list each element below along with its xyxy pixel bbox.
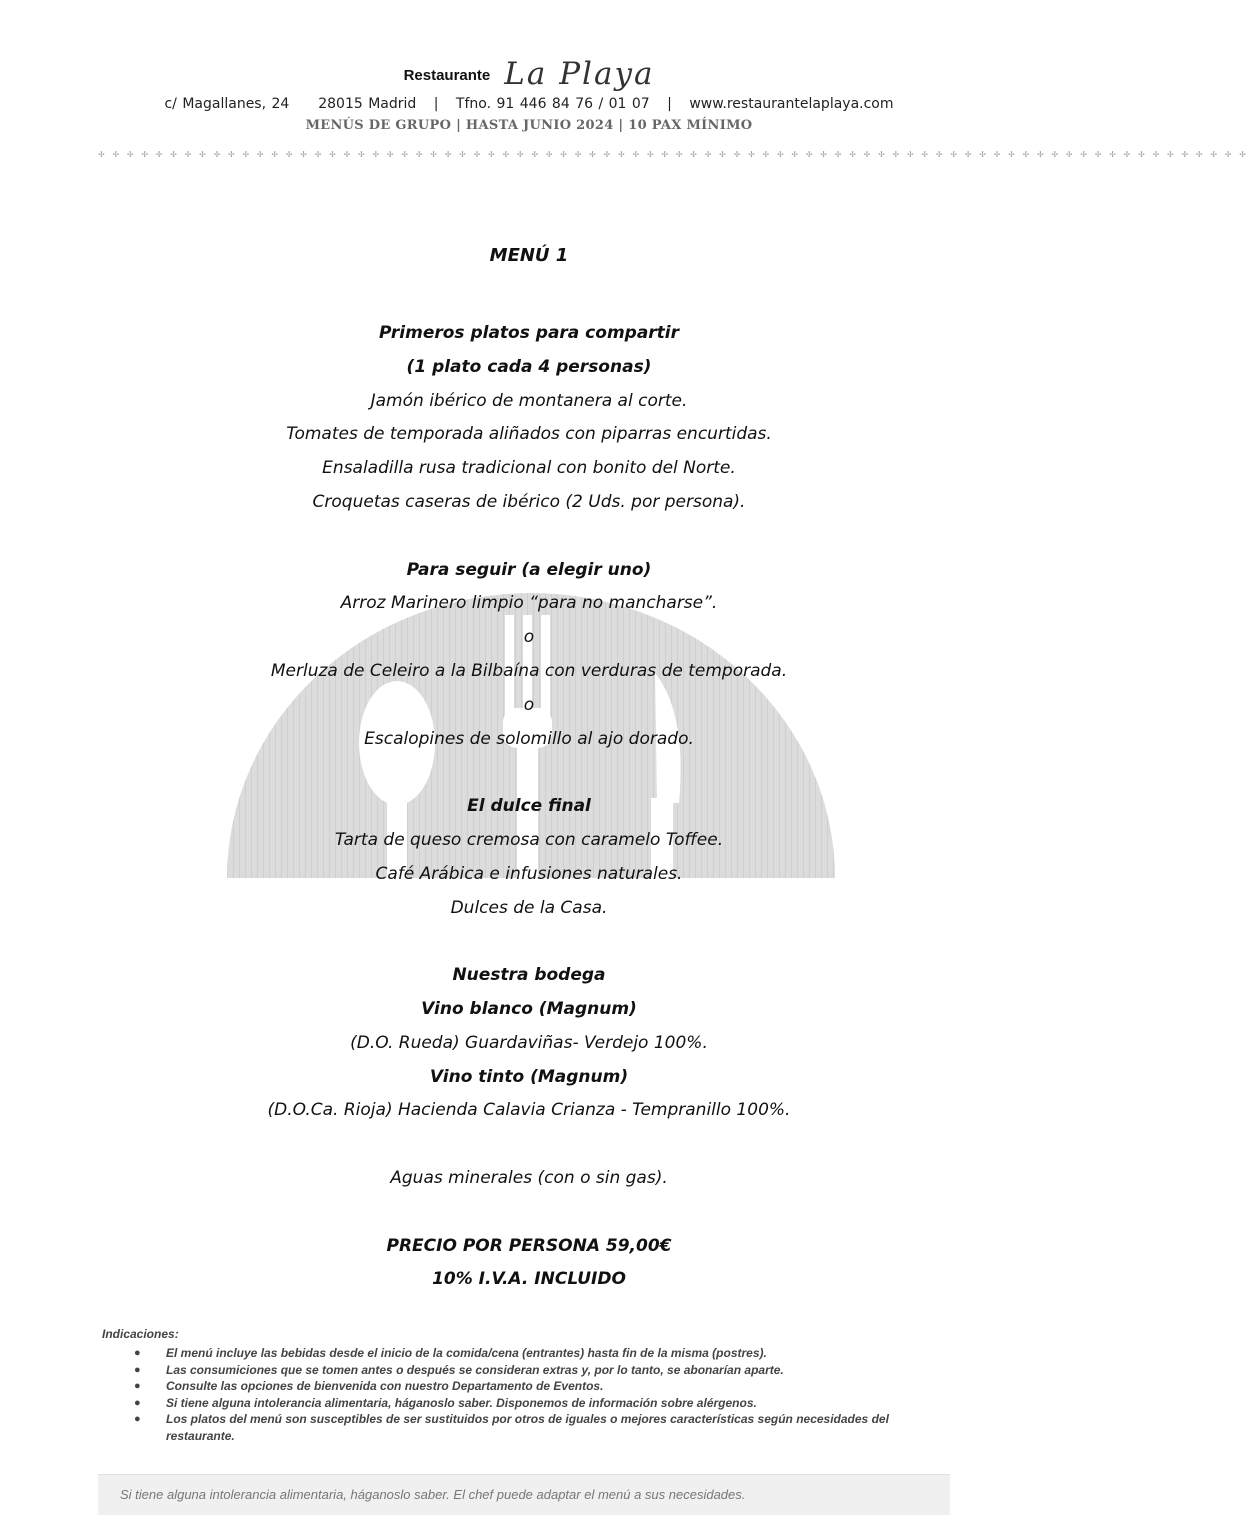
brand-name: La Playa — [504, 56, 655, 92]
list-item — [102, 1345, 960, 1362]
ornamental-divider: ✢ ✢ ✢ ✢ ✢ ✢ ✢ ✢ ✢ ✢ ✢ ✢ ✢ ✢ ✢ ✢ ✢ ✢ ✢ ✢ ✢ ✢ ✢ ✢ ✢ ✢ ✢ ✢ ✢ ✢ ✢ ✢ ✢ ✢ ✢ ✢ ✢ ✢ ✢ ✢ ✢ ✢ ✢ ✢ ✢ ✢ ✢ ✢ ✢ ✢ ✢ ✢ ✢ ✢ ✢ ✢ ✢ ✢ ✢ ✢ ✢ ✢ ✢ ✢ ✢ ✢ ✢ ✢ ✢ ✢ ✢ ✢ ✢ ✢ ✢ ✢ ✢ ✢ ✢ ✢ — [98, 150, 1249, 159]
vat-note: 10% I.V.A. INCLUIDO — [432, 1269, 626, 1290]
dish-item: Jamón ibérico de montanera al corte. — [370, 390, 688, 411]
note-text: El menú incluye las bebidas desde el inicio de la comida/cena (entrantes) hasta fin de la misma (postres). — [166, 1346, 767, 1360]
dish-item: Ensaladilla rusa tradicional con bonito del Norte. — [322, 458, 736, 479]
menu-title: MENÚ 1 — [489, 245, 569, 266]
wine-item: (D.O. Rueda) Guardaviñas- Verdejo 100%. — [350, 1032, 708, 1053]
wine-heading: Vino blanco (Magnum) — [421, 998, 637, 1019]
list-item — [102, 1411, 960, 1444]
bullet-icon: ● — [134, 1396, 141, 1409]
note-text: Consulte las opciones de bienvenida con nuestro Departamento de Eventos. — [166, 1379, 604, 1393]
contact-line — [0, 96, 1058, 112]
brand-line — [0, 52, 1058, 90]
wine-item: (D.O.Ca. Rioja) Hacienda Calavia Crianza - Tempranillo 100%. — [267, 1100, 791, 1121]
dish-item: Croquetas caseras de ibérico (2 Uds. por persona). — [312, 491, 746, 512]
or-separator: o — [523, 694, 535, 715]
bullet-icon: ● — [134, 1363, 141, 1376]
bullet-icon: ● — [134, 1347, 141, 1359]
dish-item: Tomates de temporada aliñados con piparras encurtidas. — [286, 424, 772, 445]
section-heading: Para seguir (a elegir uno) — [406, 559, 652, 580]
brand-prefix: Restaurante — [403, 67, 491, 84]
note-text: Si tiene alguna intolerancia alimentaria, háganoslo saber. Disponemos de información sobre alérgenos. — [166, 1395, 757, 1410]
dish-item: Arroz Marinero limpio “para no mancharse”. — [340, 593, 718, 614]
notes-list — [102, 1345, 960, 1444]
dish-item: Dulces de la Casa. — [450, 897, 608, 918]
bullet-icon: ● — [134, 1380, 141, 1392]
separator: | — [667, 96, 672, 112]
list-item — [102, 1378, 960, 1395]
footer-box — [98, 1474, 950, 1515]
dish-item: Merluza de Celeiro a la Bilbaína con verduras de temporada. — [270, 660, 788, 681]
letterhead — [0, 52, 1058, 133]
address: c/ Magallanes, 24 — [164, 96, 290, 112]
website-link[interactable]: www.restaurantelaplaya.com — [689, 96, 894, 112]
price: PRECIO POR PERSONA 59,00€ — [386, 1235, 672, 1256]
section-heading: Primeros platos para compartir — [378, 323, 680, 343]
section-note: (1 plato cada 4 personas) — [406, 356, 652, 377]
separator: | — [433, 96, 439, 112]
list-item — [102, 1362, 960, 1379]
section-heading: Nuestra bodega — [452, 965, 606, 986]
phone: Tfno. 91 446 84 76 / 01 07 — [455, 96, 650, 112]
water-item: Aguas minerales (con o sin gas). — [390, 1167, 668, 1188]
note-text: Las consumiciones que se tomen antes o después se consideran extras y, por lo tanto, se abonarían aparte. — [166, 1362, 784, 1377]
dish-item: Escalopines de solomillo al ajo dorado. — [364, 728, 694, 749]
bullet-icon: ● — [134, 1413, 141, 1425]
notes-title: Indicaciones: — [102, 1327, 179, 1341]
postal-code: 28015 Madrid — [318, 96, 417, 112]
wine-heading: Vino tinto (Magnum) — [429, 1066, 629, 1087]
note-text: Los platos del menú son susceptibles de ser sustituidos por otros de iguales o mejores características según necesidades del restaurante. — [166, 1412, 889, 1443]
dish-item: Tarta de queso cremosa con caramelo Toffee. — [334, 829, 724, 850]
footer-text: Si tiene alguna intolerancia alimentaria, háganoslo saber. El chef puede adaptar el menú a sus necesidades. — [120, 1487, 746, 1502]
or-separator: o — [523, 627, 535, 648]
tagline: MENÚS DE GRUPO | HASTA JUNIO 2024 | 10 PAX MÍNIMO — [305, 118, 753, 133]
menu — [0, 240, 1058, 1297]
list-item — [102, 1395, 960, 1412]
notes — [102, 1327, 960, 1444]
section-heading: El dulce final — [467, 796, 591, 817]
dish-item: Café Arábica e infusiones naturales. — [375, 863, 683, 884]
